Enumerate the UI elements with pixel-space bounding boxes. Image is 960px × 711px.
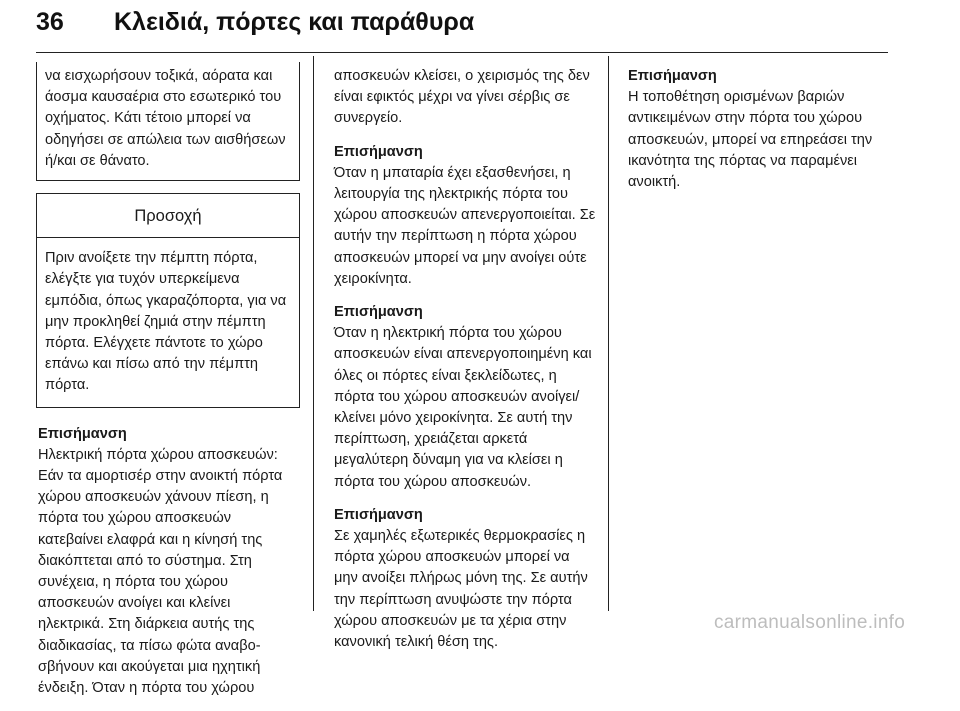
note-heading: Επισήμανση (628, 68, 717, 84)
warning-box-continued (36, 62, 300, 181)
page-number: 36 (36, 8, 64, 36)
note-text: Ηλεκτρική πόρτα χώρου αποσκευών: Εάν τα αμορτισέρ στην ανοικτή πόρτα χώρου αποσκευών χάνουν πίεση, η πόρτα του χώρου αποσκευών κατεβαίνει ελαφρά και η κίνησή της διακόπτεται από το σύστημα. Στη συνέχεια, η πόρτα του χώρου αποσκευών ανοίγει και κλείνει ηλεκτρικά. Στη διάρκεια αυτής της διαδικασίας, τα πίσω φώτα αναβοσβήνουν και ακούγεται μια ηχητική ένδειξη. Όταν η πόρτα του χώρου (38, 446, 283, 697)
caution-title: Προσοχή (37, 194, 299, 238)
note-text: Η τοποθέτηση ορισμένων βαριών αντικειμένων στην πόρτα του χώρου αποσκευών, μπορεί να επηρεάσει την ικανότητα της πόρτας να παραμένει ανοικτή. (628, 89, 873, 191)
column-divider (608, 56, 609, 611)
warning-box-text: να εισχωρήσουν τοξικά, αόρατα και άοσμα καυσαέρια στο εσωτερικό του οχήματος. Κάτι τέτοιο μπορεί να οδηγήσει σε απώλεια των αισθήσεων ή/και σε θάνατο. (45, 68, 286, 169)
watermark: carmanualsonline.info (714, 612, 906, 633)
note-block (334, 505, 596, 653)
note-text: Σε χαμηλές εξωτερικές θερμοκρασίες η πόρτα χώρου αποσκευών μπορεί να μην ανοίξει πλήρως μόνη της. Σε αυτήν την περίπτωση ανυψώστε την πόρτα χώρου αποσκευών με τα χέρια στην κανονική τελική θέση της. (334, 528, 588, 651)
page-header (36, 0, 888, 53)
note-heading: Επισήμανση (334, 143, 423, 160)
caution-box (36, 193, 300, 408)
column-right (628, 62, 888, 205)
caution-text: Πριν ανοίξετε την πέμπτη πόρτα, ελέγξτε για τυχόν υπερκείμενα εμπόδια, όπως γκαραζόπορτα, για να μην προκληθεί ζημιά στην πέμπτη πόρτα. Ελέγχετε πάντοτε το χώρο επάνω και πίσω από την πέμπτη πόρτα. (45, 250, 287, 394)
note-heading: Επισήμανση (334, 506, 423, 523)
note-block (334, 302, 596, 493)
note-text: Όταν η ηλεκτρική πόρτα του χώρου αποσκευών είναι απενεργοποιημένη και όλες οι πόρτες είναι ξεκλείδωτες, η πόρτα του χώρου αποσκευών ανοίγει/κλείνει μόνο χειροκίνητα. Σε αυτή την περίπτωση, χρειάζεται αρκετά μεγαλύτερη δύναμη για να κλείσει η πόρτα του χώρου αποσκευών. (334, 325, 592, 490)
note-block (334, 142, 596, 290)
note-heading: Επισήμανση (38, 425, 127, 442)
note-block (36, 424, 300, 700)
note-block (628, 66, 888, 193)
page-title: Κλειδιά, πόρτες και παράθυρα (114, 8, 475, 36)
note-heading: Επισήμανση (334, 304, 423, 321)
column-left (36, 62, 300, 711)
column-middle (334, 62, 596, 665)
note-text: Όταν η μπαταρία έχει εξασθενήσει, η λειτουργία της ηλεκτρικής πόρτα του χώρου αποσκευών απενεργοποιείται. Σε αυτήν την περίπτωση η πόρτα χώρου αποσκευών μπορεί να μην ανοίγει ούτε χειροκίνητα. (334, 164, 596, 287)
column-divider (313, 56, 314, 611)
continued-paragraph: αποσκευών κλείσει, ο χειρισμός της δεν είναι εφικτός μέχρι να γίνει σέρβις σε συνεργείο. (334, 68, 590, 127)
